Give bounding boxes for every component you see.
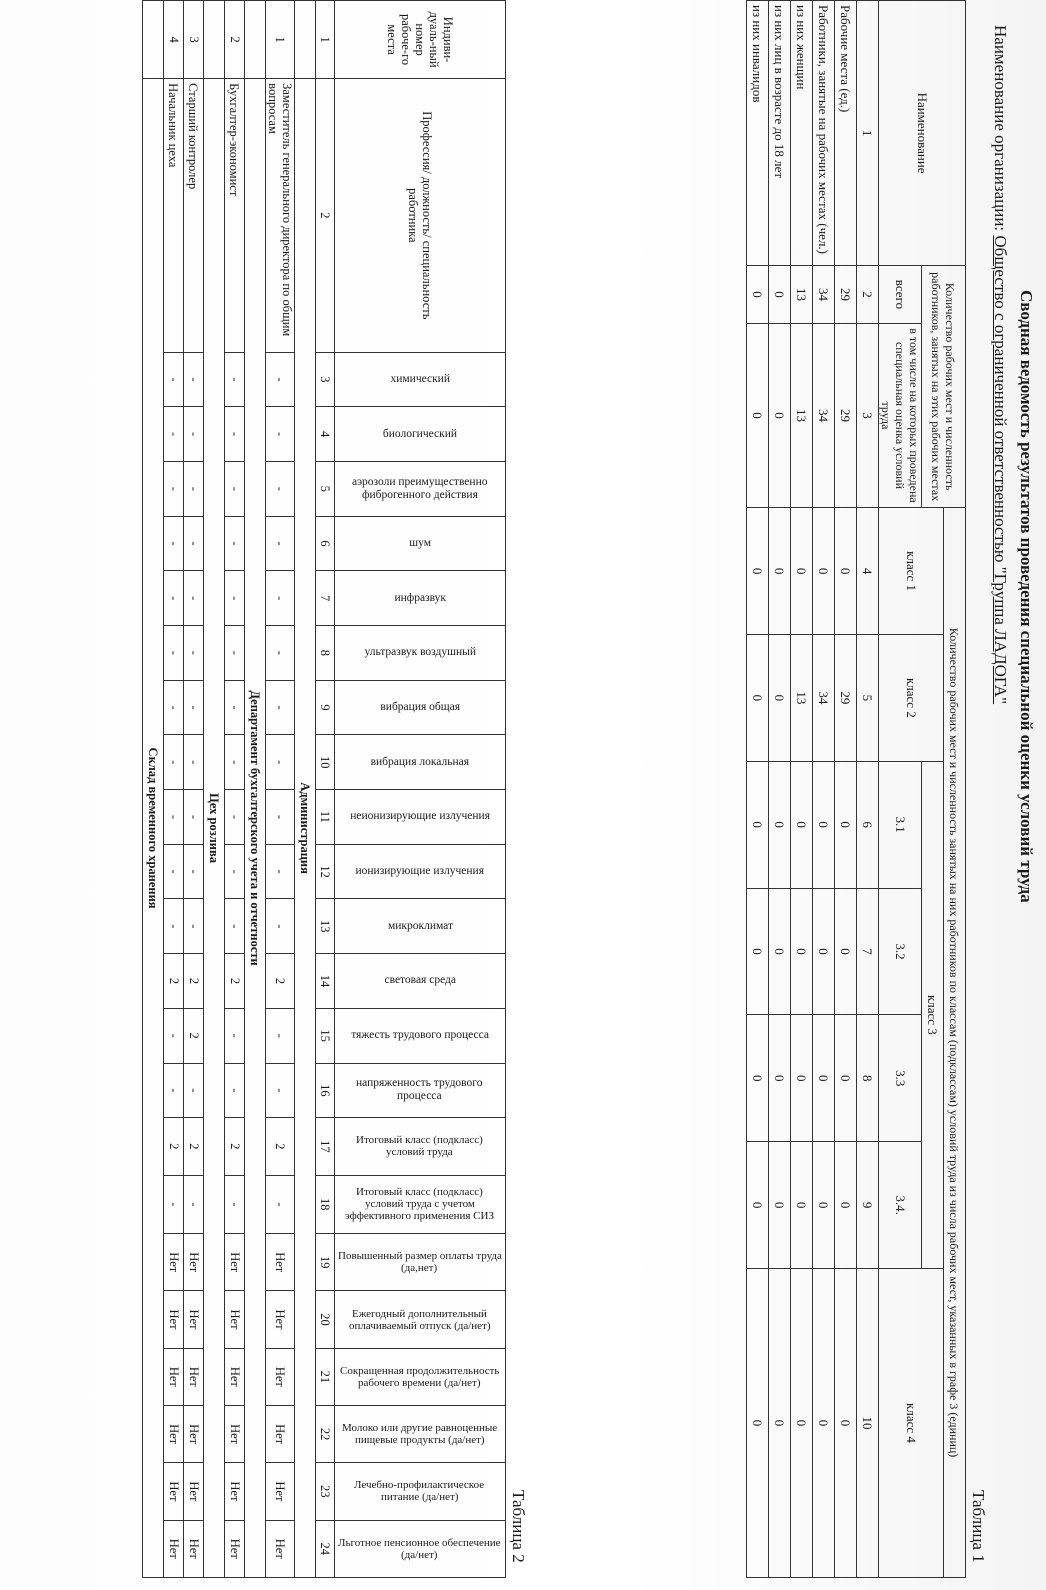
t1-row-name: из них женщин: [791, 1, 813, 266]
t1-cell: 0: [747, 634, 769, 761]
t1-cell: 0: [747, 888, 769, 1015]
t1-row: [813, 1, 835, 1578]
t2-cell: -: [184, 407, 204, 462]
t2-cell: -: [266, 516, 295, 571]
t2-cell: -: [266, 1008, 295, 1063]
t1-row-name: из них инвалидов: [747, 1, 769, 266]
t2-cell: Нет: [184, 1234, 204, 1291]
t2-cell: -: [164, 1008, 184, 1063]
t2-row-prof: Старший контролер: [184, 79, 204, 352]
t2-h-factor-label: ионизирующие излучения: [355, 865, 485, 878]
t1-cell: 0: [769, 1142, 791, 1269]
t2-h-milk-label: Молоко или другие равноценные пищевые продукты (да/нет): [342, 1422, 498, 1447]
t1-cell: 0: [747, 1015, 769, 1142]
organization-line: [990, 25, 1010, 704]
t1-col-number: 6: [857, 761, 879, 888]
t2-cell: Нет: [225, 1348, 245, 1405]
t2-col-number: 4: [316, 407, 335, 462]
t2-cell: 2: [266, 1118, 295, 1175]
t2-section-title: Склад временного хранения: [143, 79, 164, 1578]
t1-row: [747, 1, 769, 1578]
t2-h-factor-label: микроклимат: [387, 919, 453, 932]
t2-cell: -: [266, 626, 295, 681]
t2-col-number: 18: [316, 1175, 335, 1234]
t2-h-milk: [335, 1405, 506, 1462]
t2-cell: -: [225, 680, 245, 735]
t1-h-class3: класс 3: [922, 761, 944, 1268]
t2-cell: Нет: [266, 1463, 295, 1520]
t1-row-name: Работники, занятые на рабочих местах (чел.): [813, 1, 835, 266]
t1-row: [791, 1, 813, 1578]
t2-col-number: 13: [316, 899, 335, 954]
t2-col-number: 20: [316, 1291, 335, 1348]
t2-cell: -: [164, 516, 184, 571]
t2-row-id: 3: [184, 1, 204, 79]
t2-h-factor: [335, 407, 506, 462]
t2-cell: Нет: [184, 1463, 204, 1520]
t2-h-factor-label: световая среда: [384, 974, 456, 987]
t1-cell: 0: [813, 761, 835, 888]
t2-h-pay-label: Повышенный размер оплаты труда (да,нет): [338, 1250, 502, 1275]
t1-cell: 13: [791, 323, 813, 507]
t2-h-factor-label: инфразвук: [394, 591, 446, 604]
t1-h-class4: класс 4: [879, 1268, 944, 1577]
t2-h-vac-label: Ежегодный дополнительный оплачиваемый отпуск (да/нет): [349, 1307, 491, 1332]
t2-cell: Нет: [266, 1405, 295, 1462]
t1-cell: 0: [835, 761, 857, 888]
t2-cell: 2: [266, 954, 295, 1009]
t2-row: [266, 1, 295, 1578]
t1-cell: 0: [769, 323, 791, 507]
t2-cell: Нет: [164, 1234, 184, 1291]
t2-cell: Нет: [266, 1348, 295, 1405]
t2-col-number: 7: [316, 571, 335, 626]
t1-cell: 0: [813, 508, 835, 635]
t1-col-number: 1: [857, 1, 879, 266]
t2-cell: -: [164, 680, 184, 735]
t2-h-factor: [335, 626, 506, 681]
t2-row: [225, 1, 245, 1578]
t2-cell: -: [225, 1175, 245, 1234]
t1-body: [747, 1, 857, 1578]
t1-h-classes: Количество рабочих мест и численность занятых на них работников по классам (подклассам) условий труда из числа рабочих мест, указанных в графе 3 (единиц): [944, 508, 966, 1578]
t2-cell: -: [184, 790, 204, 845]
t1-cell: 34: [813, 266, 835, 324]
t2-row-prof: Бухгалтер-экономист: [225, 79, 245, 352]
t1-cell: 29: [835, 266, 857, 324]
t1-cell: 0: [769, 266, 791, 324]
t2-cell: 2: [225, 954, 245, 1009]
t2-section-id: [143, 1, 164, 79]
t2-row-id: 4: [164, 1, 184, 79]
t2-col-number: 16: [316, 1063, 335, 1118]
t2-cell: -: [225, 626, 245, 681]
t2-cell: -: [164, 352, 184, 407]
t2-col-number: 10: [316, 735, 335, 790]
t1-cell: 0: [769, 1015, 791, 1142]
t2-cell: -: [184, 680, 204, 735]
t2-cell: -: [225, 1008, 245, 1063]
t2-h-id: Индиви-дуаль-ный номер рабоче-го места: [335, 1, 506, 79]
t2-col-number: 5: [316, 461, 335, 516]
t2-section-row: [204, 1, 225, 1578]
t2-cell: -: [164, 407, 184, 462]
t2-cell: 2: [225, 1118, 245, 1175]
t2-col-number: 21: [316, 1348, 335, 1405]
t2-h-factor-label: вибрация локальная: [370, 755, 470, 768]
t2-cell: -: [266, 899, 295, 954]
t1-col-number: 3: [857, 323, 879, 507]
t2-cell: -: [184, 352, 204, 407]
t1-col-number: 5: [857, 634, 879, 761]
t2-section-title: Департамент бухгалтерского учета и отчетности: [245, 79, 266, 1578]
t2-h-factor: [335, 571, 506, 626]
t2-section-title: Администрация: [295, 79, 316, 1578]
t2-cell: Нет: [225, 1291, 245, 1348]
t2-h-pens: [335, 1520, 506, 1577]
t2-cell: Нет: [225, 1520, 245, 1577]
t1-cell: 0: [747, 508, 769, 635]
t1-h-count: Количество рабочих мест и численность работников, занятых на этих рабочих местах: [922, 266, 966, 508]
t1-cell: 0: [769, 634, 791, 761]
t1-row: [835, 1, 857, 1578]
t1-h-class32: 3.2: [879, 888, 922, 1015]
t2-h-factor: [335, 899, 506, 954]
t2-cell: Нет: [225, 1463, 245, 1520]
t2-col-number: 11: [316, 790, 335, 845]
t2-cell: -: [184, 626, 204, 681]
t1-cell: 0: [813, 888, 835, 1015]
t2-cell: -: [266, 1175, 295, 1234]
t2-cell: -: [266, 1063, 295, 1118]
t2-cell: -: [225, 571, 245, 626]
t2-h-factor: [335, 1063, 506, 1118]
t1-cell: 0: [791, 761, 813, 888]
t1-number-row: [857, 1, 879, 1578]
t2-cell: -: [266, 790, 295, 845]
t2-cell: -: [184, 899, 204, 954]
t2-cell: -: [164, 735, 184, 790]
t2-cell: Нет: [184, 1405, 204, 1462]
t1-cell: 34: [813, 323, 835, 507]
t2-row-id: 1: [266, 1, 295, 79]
t2-h-factor-label: биологический: [382, 427, 458, 440]
t2-cell: -: [225, 516, 245, 571]
table2-label: Таблица 2: [509, 1490, 528, 1563]
t2-cell: -: [225, 461, 245, 516]
t2-h-factor-label: напряженность трудового процесса: [356, 1077, 484, 1103]
t2-section-id: [295, 1, 316, 79]
document-title: Сводная ведомость результатов проведения специальной оценки условий труда: [1017, 290, 1036, 903]
t1-cell: 0: [791, 1142, 813, 1269]
t1-cell: 0: [791, 888, 813, 1015]
t2-h-factor: [335, 680, 506, 735]
t1-h-class34: 3.4.: [879, 1142, 922, 1269]
t1-row-name: Рабочие места (ед.): [835, 1, 857, 266]
t2-cell: -: [164, 1175, 184, 1234]
t2-col-number: 9: [316, 680, 335, 735]
t2-cell: -: [184, 735, 204, 790]
t2-cell: -: [164, 899, 184, 954]
t2-cell: Нет: [266, 1520, 295, 1577]
t2-cell: Нет: [164, 1463, 184, 1520]
t2-h-final_siz-label: Итоговый класс (подкласс) условий труда с учетом эффективного применения СИЗ: [345, 1186, 495, 1223]
t1-cell: 0: [835, 1268, 857, 1577]
t2-row: [164, 1, 184, 1578]
t2-h-factor-label: вибрация общая: [380, 701, 460, 714]
t2-cell: -: [266, 844, 295, 899]
t2-h-prof: Профессия/ должность/ специальность работника: [335, 79, 506, 352]
t2-cell: -: [266, 735, 295, 790]
t1-h-sout: в том числе на которых проведена специальная оценка условий труда: [879, 323, 922, 507]
t2-cell: -: [184, 571, 204, 626]
organization-name: Общество с ограниченной ответственностью "Группа ЛАДОГА": [991, 235, 1010, 705]
t1-col-number: 10: [857, 1268, 879, 1577]
t1-col-number: 2: [857, 266, 879, 324]
t2-cell: -: [225, 899, 245, 954]
t1-cell: 29: [835, 323, 857, 507]
t2-cell: 2: [184, 1008, 204, 1063]
t2-h-final-label: Итоговый класс (подкласс) условий труда: [356, 1134, 484, 1159]
t2-cell: -: [225, 844, 245, 899]
t2-h-factor: [335, 844, 506, 899]
t1-cell: 0: [835, 1142, 857, 1269]
t2-cell: Нет: [184, 1291, 204, 1348]
t1-cell: 0: [835, 1015, 857, 1142]
t2-col-number: 14: [316, 954, 335, 1009]
t2-cell: Нет: [164, 1348, 184, 1405]
t2-cell: -: [266, 680, 295, 735]
t1-cell: 0: [747, 761, 769, 888]
t2-cell: Нет: [225, 1234, 245, 1291]
t2-cell: 2: [184, 954, 204, 1009]
t2-h-factor: [335, 352, 506, 407]
t2-h-final: [335, 1118, 506, 1175]
t2-cell: -: [225, 352, 245, 407]
t1-cell: 0: [791, 508, 813, 635]
t2-cell: Нет: [164, 1405, 184, 1462]
t2-cell: -: [184, 516, 204, 571]
t1-cell: 0: [769, 1268, 791, 1577]
t2-h-factor: [335, 790, 506, 845]
t2-cell: -: [164, 461, 184, 516]
t1-h-class33: 3.3: [879, 1015, 922, 1142]
t2-h-factor: [335, 735, 506, 790]
t2-h-final_siz: [335, 1175, 506, 1234]
t2-h-time-label: Сокращенная продолжительность рабочего времени (да/нет): [340, 1364, 500, 1389]
t1-cell: 0: [813, 1268, 835, 1577]
t2-cell: 2: [164, 1118, 184, 1175]
t2-row-prof: Заместитель генерального директора по общим вопросам: [266, 79, 295, 352]
t2-h-food-label: Лечебно-профилактическое питание (да/нет): [354, 1479, 486, 1504]
t2-cell: 2: [164, 954, 184, 1009]
t2-cell: -: [225, 1063, 245, 1118]
t1-cell: 13: [791, 634, 813, 761]
t2-col-number: 2: [316, 79, 335, 352]
t1-cell: 0: [813, 1015, 835, 1142]
t1-cell: 0: [747, 323, 769, 507]
t2-cell: -: [184, 461, 204, 516]
t2-cell: -: [266, 352, 295, 407]
t1-cell: 0: [791, 1015, 813, 1142]
t1-col-number: 7: [857, 888, 879, 1015]
t2-col-number: 19: [316, 1234, 335, 1291]
t2-cell: -: [266, 407, 295, 462]
t2-section-row: [143, 1, 164, 1578]
t1-col-number: 4: [857, 508, 879, 635]
t2-row: [184, 1, 204, 1578]
t1-row-name: из них лиц в возрасте до 18 лет: [769, 1, 791, 266]
t1-cell: 0: [769, 888, 791, 1015]
t2-col-number: 22: [316, 1405, 335, 1462]
t1-cell: 0: [769, 761, 791, 888]
t2-cell: -: [164, 1063, 184, 1118]
t2-cell: -: [225, 735, 245, 790]
t1-cell: 34: [813, 634, 835, 761]
t2-h-factor-label: аэрозоли преимущественно фиброгенного действия: [352, 475, 488, 501]
t2-cell: -: [164, 844, 184, 899]
t2-cell: Нет: [164, 1291, 184, 1348]
t1-h-class1: класс 1: [879, 508, 944, 635]
t2-cell: -: [164, 790, 184, 845]
t2-number-row: [316, 1, 335, 1578]
t1-col-number: 8: [857, 1015, 879, 1142]
t2-cell: -: [164, 571, 184, 626]
t2-col-number: 15: [316, 1008, 335, 1063]
t2-cell: 2: [184, 1118, 204, 1175]
t2-cell: -: [184, 844, 204, 899]
t1-h-total: всего: [879, 266, 922, 324]
t2-h-time: [335, 1348, 506, 1405]
t1-cell: 0: [769, 508, 791, 635]
t2-cell: -: [184, 1175, 204, 1234]
t1-h-class2: класс 2: [879, 634, 944, 761]
t2-cell: Нет: [184, 1520, 204, 1577]
t2-section-title: Цех розлива: [204, 79, 225, 1578]
t2-cell: Нет: [266, 1291, 295, 1348]
workplace-table: [142, 0, 506, 1578]
t2-h-pay: [335, 1234, 506, 1291]
t2-section-id: [204, 1, 225, 79]
t2-col-number: 6: [316, 516, 335, 571]
t2-col-number: 3: [316, 352, 335, 407]
table1-label: Таблица 1: [969, 1490, 988, 1563]
t2-col-number: 12: [316, 844, 335, 899]
t2-h-factor-label: ультразвук воздушный: [364, 646, 476, 659]
t1-cell: 13: [791, 266, 813, 324]
t2-h-factor: [335, 516, 506, 571]
t2-cell: Нет: [184, 1348, 204, 1405]
t2-h-food: [335, 1463, 506, 1520]
t2-cell: -: [184, 1063, 204, 1118]
t2-col-number: 1: [316, 1, 335, 79]
t1-row: [769, 1, 791, 1578]
t2-section-id: [245, 1, 266, 79]
t2-row-prof: Начальник цеха: [164, 79, 184, 352]
t1-cell: 0: [835, 888, 857, 1015]
t2-header-row: [335, 1, 506, 1578]
t2-col-number: 24: [316, 1520, 335, 1577]
t2-cell: -: [225, 790, 245, 845]
t2-section-row: [295, 1, 316, 1578]
t2-cell: Нет: [164, 1520, 184, 1577]
t1-cell: 0: [835, 508, 857, 635]
t2-row-id: 2: [225, 1, 245, 79]
t1-col-number: 9: [857, 1142, 879, 1269]
t1-cell: 0: [791, 1268, 813, 1577]
summary-table: [746, 0, 966, 1578]
t2-body: [143, 1, 316, 1578]
t1-cell: 0: [813, 1142, 835, 1269]
t2-cell: Нет: [266, 1234, 295, 1291]
t2-section-row: [245, 1, 266, 1578]
t2-cell: Нет: [225, 1405, 245, 1462]
t2-col-number: 17: [316, 1118, 335, 1175]
t1-cell: 0: [747, 1268, 769, 1577]
t2-h-factor-label: химический: [390, 372, 450, 385]
t2-cell: -: [225, 407, 245, 462]
t1-cell: 29: [835, 634, 857, 761]
t2-col-number: 8: [316, 626, 335, 681]
t2-h-factor: [335, 461, 506, 516]
t1-h-class31: 3.1: [879, 761, 922, 888]
t1-cell: 0: [747, 266, 769, 324]
t2-h-factor-label: шум: [409, 536, 431, 549]
t2-cell: -: [266, 461, 295, 516]
t1-cell: 0: [747, 1142, 769, 1269]
t2-cell: -: [266, 571, 295, 626]
t2-h-factor: [335, 954, 506, 1009]
t2-h-factor: [335, 1008, 506, 1063]
organization-label: Наименование организации:: [991, 25, 1010, 232]
t2-cell: -: [164, 626, 184, 681]
t2-h-vac: [335, 1291, 506, 1348]
t2-col-number: 23: [316, 1463, 335, 1520]
t2-h-factor-label: тяжесть трудового процесса: [351, 1029, 489, 1042]
t1-h-name: Наименование: [879, 1, 966, 266]
t2-h-factor-label: неионизирующие излучения: [350, 810, 490, 823]
t2-h-pens-label: Льготное пенсионное обеспечение (да/нет): [338, 1536, 502, 1561]
